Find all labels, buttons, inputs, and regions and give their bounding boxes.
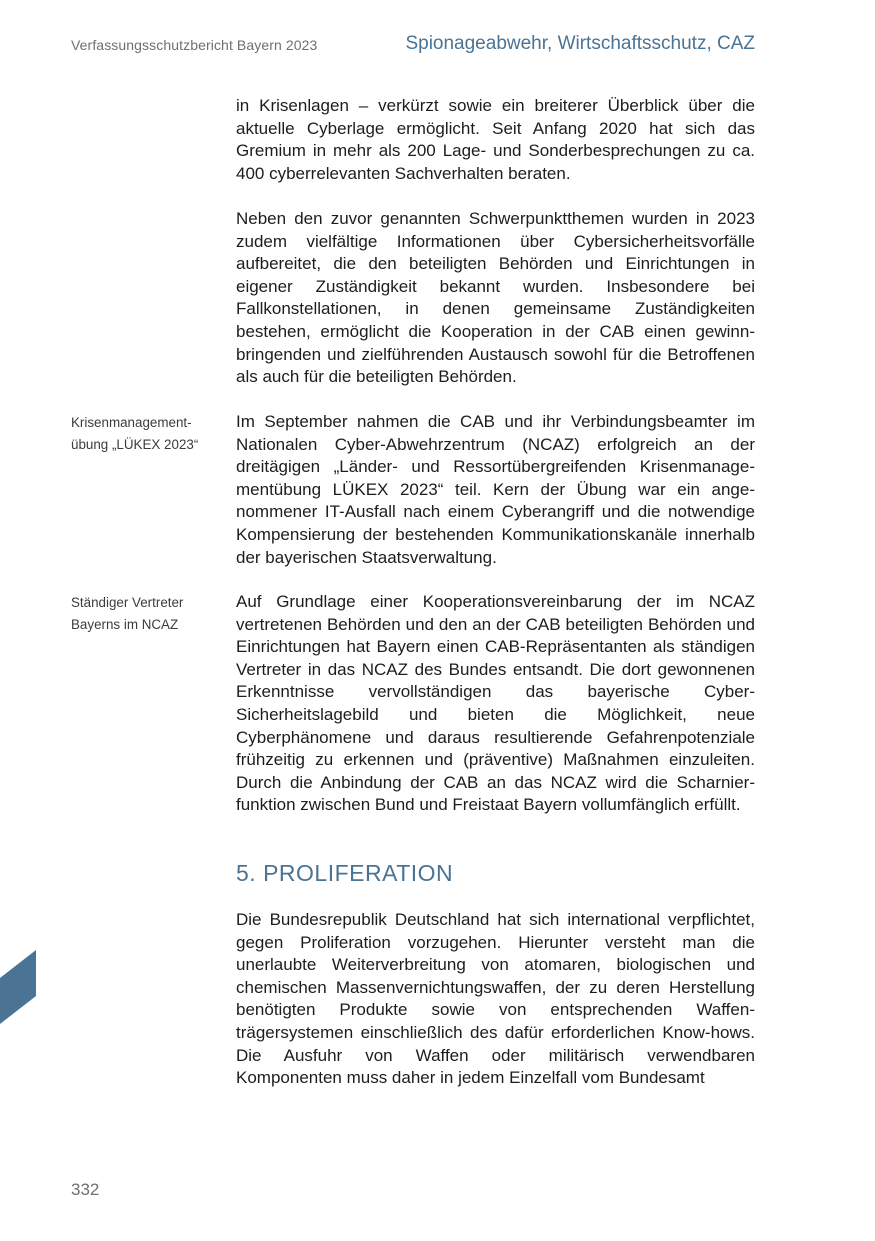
- chapter-tab-marker: [0, 950, 36, 1024]
- margin-note-vertreter: Ständiger Vertreter Bayerns im NCAZ: [71, 595, 184, 632]
- paragraph-schwerpunkt: Neben den zuvor genannten Schwerpunktthemen wurden in 2023 zudem vielfältige Informationen über Cybersicherheitsvorfälle aufbereitet, die den beteiligten Behörden und Einrichtungen in eigener Zuständigkeit bekannt wurden. Insbesondere bei Fallkonstellationen, in denen gemeinsame Zuständigkeiten bestehen, ermöglicht die Kooperation in der CAB einen gewinnbringenden und zielführenden Austausch sowohl für die Betroffenen als auch für die beteiligten Behörden.: [236, 209, 755, 387]
- page-number: 332: [71, 1180, 100, 1199]
- paragraph-ncaz: Auf Grundlage einer Kooperationsvereinbarung der im NCAZ vertretenen Behörden und den an der CAB beteiligten Behörden und Einrichtungen hat Bayern einen CAB-Repräsentanten als ständigen Vertreter in das NCAZ des Bundes entsandt. Die dort gewonnenen Erkenntnisse vervollständigen das bayerische Cyber-Sicherheitslagebild und bieten die Möglichkeit, neue Cyberphänomene und daraus resultierende Gefahrenpotenziale frühzeitig zu erkennen und (präventive) Maßnahmen einzuleiten. Durch die Anbindung der CAB an das NCAZ wird die Scharnierfunktion zwischen Bund und Freistaat Bayern vollumfänglich erfüllt.: [236, 592, 755, 815]
- paragraph-proliferation: Die Bundesrepublik Deutschland hat sich international verpflichtet, gegen Proliferation vorzugehen. Hierunter versteht man die unerlaubte Weiterverbreitung von atomaren, biologischen und chemischen Massenvernichtungswaffen, der zu deren Herstellung benötigten Produkte sowie von entsprechenden Waffenträgersystemen einschließlich des dafür erforderlichen Know-hows. Die Ausfuhr von Waffen oder militärisch verwendbaren Komponenten muss daher in jedem Einzelfall vom Bundesamt: [236, 910, 755, 1088]
- paragraph-luekex: Im September nahmen die CAB und ihr Verbindungsbeamter im Nationalen Cyber-Abwehrzentrum (NCAZ) erfolgreich an der dreitägigen „Länder- und Ressortübergreifenden Krisenmanagementübung LÜKEX 2023“ teil. Kern der Übung war ein angenommener IT-Ausfall nach einem Cyberangriff und die notwendige Kompensierung der bestehenden Kommunikationskanäle innerhalb der bayerischen Staatsverwaltung.: [236, 412, 755, 567]
- margin-note-luekex: Krisenmanagementübung „LÜKEX 2023“: [71, 415, 199, 452]
- paragraph-cyberlage: in Krisenlagen – verkürzt sowie ein breiterer Überblick über die aktuelle Cyberlage ermöglicht. Seit Anfang 2020 hat sich das Gremium in mehr als 200 Lage- und Sonderbesprechungen zu ca. 400 cyberrelevanten Sachverhalten beraten.: [236, 96, 755, 183]
- running-header-title: Verfassungsschutzbericht Bayern 2023: [71, 37, 318, 53]
- running-header-chapter: Spionageabwehr, Wirtschaftsschutz, CAZ: [405, 33, 755, 54]
- section-heading-proliferation: 5. PROLIFERATION: [236, 860, 454, 886]
